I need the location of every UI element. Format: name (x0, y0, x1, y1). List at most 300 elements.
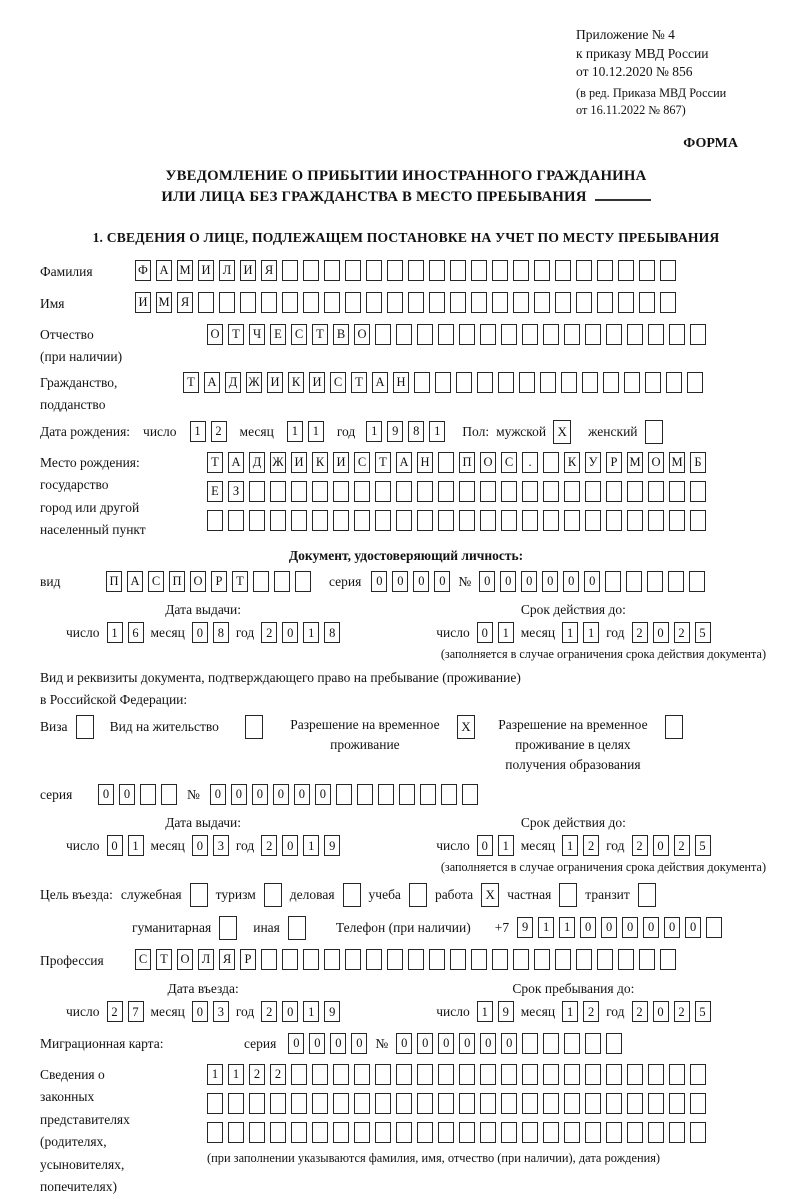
char-cell[interactable] (354, 510, 370, 531)
char-cell[interactable]: 1 (477, 1001, 493, 1022)
char-cell[interactable]: У (585, 452, 601, 473)
char-cell[interactable] (534, 260, 550, 281)
char-cell[interactable] (429, 292, 445, 313)
char-cell[interactable] (219, 916, 237, 940)
char-cell[interactable] (366, 949, 382, 970)
char-cell[interactable] (261, 949, 277, 970)
char-cell[interactable]: Т (375, 452, 391, 473)
char-cell[interactable] (438, 510, 454, 531)
char-cell[interactable] (480, 1064, 496, 1085)
char-cell[interactable] (354, 1093, 370, 1114)
char-cell[interactable]: И (309, 372, 325, 393)
char-cell[interactable] (76, 715, 94, 739)
char-cell[interactable]: 0 (119, 784, 135, 805)
char-cell[interactable]: 0 (601, 917, 617, 938)
char-cell[interactable] (477, 372, 493, 393)
char-cell[interactable] (648, 324, 664, 345)
char-cell[interactable] (639, 260, 655, 281)
char-cell[interactable]: 2 (583, 835, 599, 856)
char-cell[interactable]: X (481, 883, 499, 907)
char-cell[interactable] (270, 1122, 286, 1143)
char-cell[interactable] (261, 292, 277, 313)
char-cell[interactable] (522, 510, 538, 531)
char-cell[interactable] (375, 510, 391, 531)
char-cell[interactable] (408, 292, 424, 313)
char-cell[interactable] (585, 481, 601, 502)
char-cell[interactable]: И (135, 292, 151, 313)
char-cell[interactable] (480, 324, 496, 345)
char-cell[interactable]: 2 (632, 1001, 648, 1022)
char-cell[interactable] (288, 916, 306, 940)
char-cell[interactable]: 2 (583, 1001, 599, 1022)
char-cell[interactable] (585, 1064, 601, 1085)
char-cell[interactable]: 0 (501, 1033, 517, 1054)
char-cell[interactable] (606, 1093, 622, 1114)
char-cell[interactable] (228, 1122, 244, 1143)
char-cell[interactable]: 0 (477, 622, 493, 643)
char-cell[interactable]: 0 (288, 1033, 304, 1054)
char-cell[interactable]: 0 (371, 571, 387, 592)
char-cell[interactable]: 0 (351, 1033, 367, 1054)
char-cell[interactable] (375, 1064, 391, 1085)
char-cell[interactable]: П (459, 452, 475, 473)
char-cell[interactable] (648, 510, 664, 531)
char-cell[interactable]: Т (312, 324, 328, 345)
char-cell[interactable]: Я (177, 292, 193, 313)
char-cell[interactable]: 0 (107, 835, 123, 856)
char-cell[interactable]: 1 (303, 622, 319, 643)
char-cell[interactable] (291, 1122, 307, 1143)
char-cell[interactable] (522, 1093, 538, 1114)
char-cell[interactable] (190, 883, 208, 907)
char-cell[interactable] (660, 949, 676, 970)
char-cell[interactable] (519, 372, 535, 393)
char-cell[interactable]: П (169, 571, 185, 592)
char-cell[interactable] (270, 481, 286, 502)
char-cell[interactable]: 8 (408, 421, 424, 442)
char-cell[interactable] (417, 1093, 433, 1114)
char-cell[interactable] (627, 510, 643, 531)
char-cell[interactable] (312, 1093, 328, 1114)
char-cell[interactable] (603, 372, 619, 393)
char-cell[interactable] (438, 481, 454, 502)
char-cell[interactable]: 1 (287, 421, 303, 442)
char-cell[interactable] (585, 324, 601, 345)
char-cell[interactable] (690, 481, 706, 502)
char-cell[interactable]: О (190, 571, 206, 592)
char-cell[interactable]: 3 (213, 1001, 229, 1022)
char-cell[interactable]: 2 (674, 1001, 690, 1022)
char-cell[interactable] (354, 481, 370, 502)
char-cell[interactable]: Е (270, 324, 286, 345)
char-cell[interactable]: X (457, 715, 475, 739)
char-cell[interactable]: 1 (583, 622, 599, 643)
char-cell[interactable] (543, 324, 559, 345)
char-cell[interactable] (291, 1064, 307, 1085)
char-cell[interactable]: 0 (192, 1001, 208, 1022)
char-cell[interactable]: 9 (324, 1001, 340, 1022)
char-cell[interactable]: Н (393, 372, 409, 393)
char-cell[interactable]: 2 (270, 1064, 286, 1085)
char-cell[interactable] (228, 510, 244, 531)
char-cell[interactable] (606, 481, 622, 502)
char-cell[interactable] (396, 324, 412, 345)
char-cell[interactable]: 1 (562, 622, 578, 643)
char-cell[interactable]: И (267, 372, 283, 393)
char-cell[interactable] (450, 260, 466, 281)
char-cell[interactable] (245, 715, 263, 739)
char-cell[interactable]: Ж (270, 452, 286, 473)
char-cell[interactable] (375, 1093, 391, 1114)
char-cell[interactable]: С (148, 571, 164, 592)
char-cell[interactable] (324, 949, 340, 970)
char-cell[interactable] (501, 1122, 517, 1143)
char-cell[interactable]: М (177, 260, 193, 281)
char-cell[interactable] (295, 571, 311, 592)
char-cell[interactable] (249, 481, 265, 502)
char-cell[interactable]: Т (228, 324, 244, 345)
char-cell[interactable] (501, 481, 517, 502)
char-cell[interactable] (561, 372, 577, 393)
char-cell[interactable]: К (288, 372, 304, 393)
char-cell[interactable] (606, 510, 622, 531)
char-cell[interactable] (543, 481, 559, 502)
char-cell[interactable] (459, 1064, 475, 1085)
char-cell[interactable] (645, 372, 661, 393)
char-cell[interactable]: И (240, 260, 256, 281)
char-cell[interactable] (576, 292, 592, 313)
char-cell[interactable] (669, 1064, 685, 1085)
char-cell[interactable] (420, 784, 436, 805)
char-cell[interactable] (429, 260, 445, 281)
char-cell[interactable]: К (564, 452, 580, 473)
char-cell[interactable] (375, 481, 391, 502)
char-cell[interactable]: Т (183, 372, 199, 393)
char-cell[interactable]: Т (232, 571, 248, 592)
char-cell[interactable] (456, 372, 472, 393)
char-cell[interactable] (312, 510, 328, 531)
char-cell[interactable]: 2 (674, 835, 690, 856)
char-cell[interactable]: Л (219, 260, 235, 281)
char-cell[interactable] (417, 510, 433, 531)
char-cell[interactable]: 0 (434, 571, 450, 592)
char-cell[interactable]: 0 (653, 622, 669, 643)
char-cell[interactable] (459, 1122, 475, 1143)
char-cell[interactable] (264, 883, 282, 907)
char-cell[interactable] (303, 260, 319, 281)
char-cell[interactable]: 2 (261, 622, 277, 643)
char-cell[interactable] (441, 784, 457, 805)
char-cell[interactable] (540, 372, 556, 393)
char-cell[interactable]: 0 (500, 571, 516, 592)
char-cell[interactable]: 0 (479, 571, 495, 592)
char-cell[interactable] (585, 1033, 601, 1054)
char-cell[interactable] (618, 260, 634, 281)
char-cell[interactable]: 0 (413, 571, 429, 592)
char-cell[interactable] (375, 1122, 391, 1143)
char-cell[interactable] (645, 420, 663, 444)
char-cell[interactable]: О (480, 452, 496, 473)
char-cell[interactable] (207, 1122, 223, 1143)
char-cell[interactable] (282, 292, 298, 313)
char-cell[interactable] (480, 481, 496, 502)
char-cell[interactable]: П (106, 571, 122, 592)
char-cell[interactable] (333, 510, 349, 531)
char-cell[interactable] (480, 1122, 496, 1143)
char-cell[interactable] (492, 949, 508, 970)
char-cell[interactable]: Е (207, 481, 223, 502)
char-cell[interactable] (462, 784, 478, 805)
char-cell[interactable] (396, 1064, 412, 1085)
char-cell[interactable]: 0 (521, 571, 537, 592)
char-cell[interactable] (312, 1064, 328, 1085)
char-cell[interactable] (543, 452, 559, 473)
char-cell[interactable] (207, 510, 223, 531)
char-cell[interactable] (585, 510, 601, 531)
char-cell[interactable] (387, 292, 403, 313)
char-cell[interactable]: 1 (308, 421, 324, 442)
char-cell[interactable] (618, 949, 634, 970)
char-cell[interactable] (522, 1122, 538, 1143)
char-cell[interactable]: 0 (459, 1033, 475, 1054)
char-cell[interactable]: Л (198, 949, 214, 970)
char-cell[interactable] (333, 1122, 349, 1143)
char-cell[interactable] (555, 260, 571, 281)
char-cell[interactable]: З (228, 481, 244, 502)
char-cell[interactable] (417, 1064, 433, 1085)
char-cell[interactable]: С (135, 949, 151, 970)
char-cell[interactable]: 0 (622, 917, 638, 938)
char-cell[interactable] (219, 292, 235, 313)
char-cell[interactable]: 0 (294, 784, 310, 805)
char-cell[interactable]: 0 (210, 784, 226, 805)
char-cell[interactable] (450, 949, 466, 970)
char-cell[interactable]: А (372, 372, 388, 393)
char-cell[interactable] (648, 481, 664, 502)
char-cell[interactable]: 0 (685, 917, 701, 938)
char-cell[interactable] (513, 260, 529, 281)
char-cell[interactable] (543, 1064, 559, 1085)
char-cell[interactable] (665, 715, 683, 739)
char-cell[interactable]: Н (417, 452, 433, 473)
char-cell[interactable]: А (228, 452, 244, 473)
char-cell[interactable]: 2 (211, 421, 227, 442)
char-cell[interactable] (480, 510, 496, 531)
char-cell[interactable] (357, 784, 373, 805)
char-cell[interactable]: X (553, 420, 571, 444)
char-cell[interactable]: В (333, 324, 349, 345)
char-cell[interactable] (435, 372, 451, 393)
char-cell[interactable] (291, 481, 307, 502)
char-cell[interactable]: 0 (315, 784, 331, 805)
char-cell[interactable]: 0 (563, 571, 579, 592)
char-cell[interactable] (492, 260, 508, 281)
char-cell[interactable]: Ф (135, 260, 151, 281)
char-cell[interactable] (408, 260, 424, 281)
char-cell[interactable]: Я (219, 949, 235, 970)
char-cell[interactable]: 2 (632, 835, 648, 856)
char-cell[interactable] (291, 510, 307, 531)
char-cell[interactable]: 1 (128, 835, 144, 856)
char-cell[interactable] (597, 949, 613, 970)
char-cell[interactable] (471, 260, 487, 281)
char-cell[interactable] (543, 1033, 559, 1054)
char-cell[interactable] (459, 481, 475, 502)
char-cell[interactable]: 6 (128, 622, 144, 643)
char-cell[interactable]: 0 (580, 917, 596, 938)
char-cell[interactable]: А (127, 571, 143, 592)
char-cell[interactable]: 1 (559, 917, 575, 938)
char-cell[interactable] (366, 292, 382, 313)
char-cell[interactable] (687, 372, 703, 393)
char-cell[interactable] (438, 1093, 454, 1114)
char-cell[interactable] (333, 1064, 349, 1085)
char-cell[interactable]: 3 (213, 835, 229, 856)
char-cell[interactable] (438, 1064, 454, 1085)
char-cell[interactable]: 1 (429, 421, 445, 442)
char-cell[interactable] (459, 510, 475, 531)
char-cell[interactable]: 0 (438, 1033, 454, 1054)
char-cell[interactable] (438, 324, 454, 345)
char-cell[interactable] (291, 1093, 307, 1114)
char-cell[interactable] (522, 1064, 538, 1085)
char-cell[interactable] (396, 1093, 412, 1114)
char-cell[interactable] (399, 784, 415, 805)
char-cell[interactable]: 9 (517, 917, 533, 938)
char-cell[interactable]: 1 (562, 1001, 578, 1022)
char-cell[interactable]: Т (207, 452, 223, 473)
char-cell[interactable] (668, 571, 684, 592)
char-cell[interactable] (639, 292, 655, 313)
char-cell[interactable] (647, 571, 663, 592)
char-cell[interactable] (303, 949, 319, 970)
char-cell[interactable]: 1 (228, 1064, 244, 1085)
char-cell[interactable] (501, 1064, 517, 1085)
char-cell[interactable]: 0 (392, 571, 408, 592)
char-cell[interactable]: 0 (584, 571, 600, 592)
char-cell[interactable] (690, 1093, 706, 1114)
char-cell[interactable]: 5 (695, 1001, 711, 1022)
char-cell[interactable] (459, 324, 475, 345)
char-cell[interactable] (564, 510, 580, 531)
char-cell[interactable]: Ч (249, 324, 265, 345)
char-cell[interactable] (690, 324, 706, 345)
char-cell[interactable]: Р (211, 571, 227, 592)
char-cell[interactable] (345, 292, 361, 313)
char-cell[interactable]: Я (261, 260, 277, 281)
char-cell[interactable]: 1 (303, 835, 319, 856)
char-cell[interactable] (396, 481, 412, 502)
char-cell[interactable]: 2 (674, 622, 690, 643)
char-cell[interactable] (345, 949, 361, 970)
char-cell[interactable] (690, 510, 706, 531)
char-cell[interactable] (378, 784, 394, 805)
char-cell[interactable] (669, 481, 685, 502)
char-cell[interactable]: О (648, 452, 664, 473)
char-cell[interactable]: 8 (213, 622, 229, 643)
char-cell[interactable] (534, 949, 550, 970)
char-cell[interactable]: Д (225, 372, 241, 393)
char-cell[interactable] (333, 1093, 349, 1114)
char-cell[interactable] (543, 510, 559, 531)
char-cell[interactable]: 2 (632, 622, 648, 643)
char-cell[interactable]: К (312, 452, 328, 473)
char-cell[interactable]: 1 (207, 1064, 223, 1085)
char-cell[interactable] (345, 260, 361, 281)
char-cell[interactable] (669, 510, 685, 531)
char-cell[interactable] (666, 372, 682, 393)
char-cell[interactable] (249, 1122, 265, 1143)
char-cell[interactable] (282, 949, 298, 970)
char-cell[interactable] (669, 324, 685, 345)
char-cell[interactable] (564, 324, 580, 345)
char-cell[interactable] (648, 1064, 664, 1085)
char-cell[interactable] (564, 1122, 580, 1143)
char-cell[interactable] (408, 949, 424, 970)
char-cell[interactable]: 5 (695, 835, 711, 856)
char-cell[interactable] (648, 1093, 664, 1114)
char-cell[interactable] (585, 1093, 601, 1114)
char-cell[interactable]: 0 (282, 835, 298, 856)
char-cell[interactable]: 2 (261, 1001, 277, 1022)
char-cell[interactable]: С (330, 372, 346, 393)
char-cell[interactable]: Ж (246, 372, 262, 393)
char-cell[interactable] (354, 1064, 370, 1085)
char-cell[interactable]: 0 (653, 1001, 669, 1022)
char-cell[interactable]: Т (156, 949, 172, 970)
char-cell[interactable] (417, 1122, 433, 1143)
char-cell[interactable]: 0 (231, 784, 247, 805)
char-cell[interactable] (689, 571, 705, 592)
char-cell[interactable] (253, 571, 269, 592)
char-cell[interactable]: 5 (695, 622, 711, 643)
char-cell[interactable]: М (669, 452, 685, 473)
char-cell[interactable]: И (291, 452, 307, 473)
char-cell[interactable] (606, 1064, 622, 1085)
char-cell[interactable] (618, 292, 634, 313)
char-cell[interactable] (375, 324, 391, 345)
char-cell[interactable]: 2 (249, 1064, 265, 1085)
char-cell[interactable] (605, 571, 621, 592)
char-cell[interactable]: 0 (643, 917, 659, 938)
char-cell[interactable] (648, 1122, 664, 1143)
char-cell[interactable]: Д (249, 452, 265, 473)
char-cell[interactable]: 0 (653, 835, 669, 856)
char-cell[interactable] (669, 1122, 685, 1143)
char-cell[interactable] (312, 1122, 328, 1143)
char-cell[interactable] (564, 1064, 580, 1085)
char-cell[interactable]: 0 (252, 784, 268, 805)
char-cell[interactable] (501, 324, 517, 345)
char-cell[interactable]: 0 (396, 1033, 412, 1054)
char-cell[interactable]: 1 (538, 917, 554, 938)
char-cell[interactable]: 0 (273, 784, 289, 805)
char-cell[interactable]: 1 (190, 421, 206, 442)
char-cell[interactable] (387, 949, 403, 970)
char-cell[interactable]: 1 (303, 1001, 319, 1022)
char-cell[interactable] (627, 324, 643, 345)
char-cell[interactable]: 1 (107, 622, 123, 643)
char-cell[interactable] (249, 510, 265, 531)
char-cell[interactable]: 8 (324, 622, 340, 643)
char-cell[interactable] (585, 1122, 601, 1143)
char-cell[interactable] (559, 883, 577, 907)
char-cell[interactable] (161, 784, 177, 805)
char-cell[interactable] (198, 292, 214, 313)
char-cell[interactable]: 0 (480, 1033, 496, 1054)
char-cell[interactable] (417, 481, 433, 502)
char-cell[interactable] (534, 292, 550, 313)
